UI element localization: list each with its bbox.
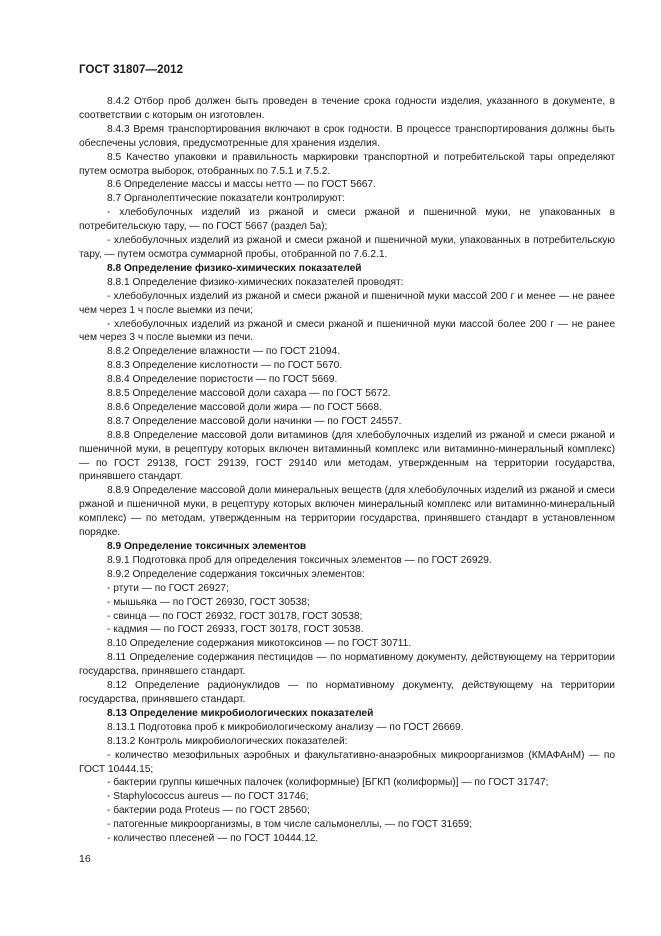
paragraph: 8.8.7 Определение массовой доли начинки — по ГОСТ 24557.	[107, 415, 402, 427]
section-heading: 8.13 Определение микробиологических показателей	[107, 707, 374, 719]
paragraph: - мышьяка — по ГОСТ 26930, ГОСТ 30538;	[107, 596, 310, 608]
paragraph: - хлебобулочных изделий из ржаной и смеси ржаной и пшеничной муки, не упакованных в потребительскую тару, — по ГОСТ 5667 (раздел 5а);	[79, 207, 615, 233]
document-header: ГОСТ 31807—2012	[79, 64, 184, 76]
paragraph: 8.8.2 Определение влажности — по ГОСТ 21094.	[107, 346, 341, 358]
paragraph: - кадмия — по ГОСТ 26933, ГОСТ 30178, ГОСТ 30538.	[107, 624, 364, 636]
paragraph: 8.8.8 Определение массовой доли витаминов (для хлебобулочных изделий из ржаной и смеси ржаной и пшеничной муки, в рецептуру которых включен витаминный комплекс или витаминно-минеральный комплекс) — по ГОСТ 29138, ГОСТ 29139, ГОСТ 29140 или методам, утвержденным на территории государства, принявшего стандарт.	[79, 429, 615, 483]
paragraph: 8.7 Органолептические показатели контролируют:	[107, 193, 345, 205]
paragraph: - Staphylococcus aureus — по ГОСТ 31746;	[107, 791, 309, 803]
paragraph: - патогенные микроорганизмы, в том числе сальмонеллы, — по ГОСТ 31659;	[107, 819, 473, 831]
paragraph: 8.4.2 Отбор проб должен быть проведен в течение срока годности изделия, указанного в документе, в соответствии с которым он изготовлен.	[79, 96, 615, 121]
paragraph: - количество плесеней — по ГОСТ 10444.12.	[107, 833, 319, 845]
paragraph: 8.11 Определение содержания пестицидов — по нормативному документу, действующему на территории государства, принявшего стандарт.	[79, 652, 615, 678]
section-heading: 8.9 Определение токсичных элементов	[107, 541, 307, 552]
page-number: 16	[79, 853, 91, 865]
paragraph: 8.8.9 Определение массовой доли минеральных веществ (для хлебобулочных изделий из ржаной и смеси ржаной и пшеничной муки, в рецептуру которых включен минеральный комплекс или витаминно-минеральный комплекс) — по методам, утвержденным на территории государства, принявшего стандарт в установленном порядке.	[79, 485, 615, 539]
paragraph: 8.5 Качество упаковки и правильность маркировки транспортной и потребительской тары определяют путем осмотра выборок, отобранных по 7.5.1 и 7.5.2.	[79, 151, 615, 177]
paragraph: 8.9.1 Подготовка проб для определения токсичных элементов — по ГОСТ 26929.	[107, 554, 492, 566]
paragraph: 8.13.1 Подготовка проб к микробиологическому анализу — по ГОСТ 26669.	[107, 721, 464, 733]
paragraph: - бактерии группы кишечных палочек (колиформные) [БГКП (колиформы)] — по ГОСТ 31747;	[107, 777, 549, 789]
paragraph: 8.8.3 Определение кислотности — по ГОСТ 5670.	[107, 360, 343, 372]
paragraph: - количество мезофильных аэробных и факультативно-анаэробных микроорганизмов (КМАФАнМ) — по ГОСТ 10444.15;	[79, 749, 615, 775]
paragraph: - хлебобулочных изделий из ржаной и смеси ржаной и пшеничной муки, упакованных в потребительскую тару, — путем осмотра суммарной пробы, отобранной по 7.6.2.1.	[79, 235, 615, 260]
paragraph: 8.6 Определение массы и массы нетто — по ГОСТ 5667.	[107, 179, 376, 191]
paragraph: - бактерии рода Proteus — по ГОСТ 28560;	[107, 805, 310, 817]
paragraph: - хлебобулочных изделий из ржаной и смеси ржаной и пшеничной муки массой более 200 г — не ранее чем через 3 ч после выемки из печи.	[79, 318, 615, 344]
paragraph: - свинца — по ГОСТ 26932, ГОСТ 30178, ГОСТ 30538;	[107, 610, 363, 622]
paragraph: 8.8.6 Определение массовой доли жира — по ГОСТ 5668.	[107, 401, 382, 413]
paragraph: 8.12 Определение радионуклидов — по нормативному документу, действующему на территории государства, принявшего стандарт.	[79, 680, 615, 705]
paragraph: 8.9.2 Определение содержания токсичных элементов:	[107, 568, 365, 580]
paragraph: 8.8.1 Определение физико-химических показателей проводят:	[107, 276, 404, 288]
paragraph: 8.13.2 Контроль микробиологических показателей:	[107, 735, 348, 747]
section-heading: 8.8 Определение физико-химических показателей	[107, 262, 362, 274]
paragraph: 8.4.3 Время транспортирования включают в срок годности. В процессе транспортирования должны быть обеспечены условия, предусмотренные для хранения изделия.	[79, 123, 615, 149]
paragraph: 8.8.5 Определение массовой доли сахара — по ГОСТ 5672.	[107, 388, 391, 400]
paragraph: 8.8.4 Определение пористости — по ГОСТ 5669.	[107, 374, 338, 386]
document-body	[79, 95, 615, 846]
paragraph: 8.10 Определение содержания микотоксинов — по ГОСТ 30711.	[107, 638, 412, 650]
paragraph: - хлебобулочных изделий из ржаной и смеси ржаной и пшеничной муки массой 200 г и менее — не ранее чем через 1 ч после выемки из печи;	[79, 290, 615, 316]
paragraph: - ртути — по ГОСТ 26927;	[107, 582, 229, 594]
